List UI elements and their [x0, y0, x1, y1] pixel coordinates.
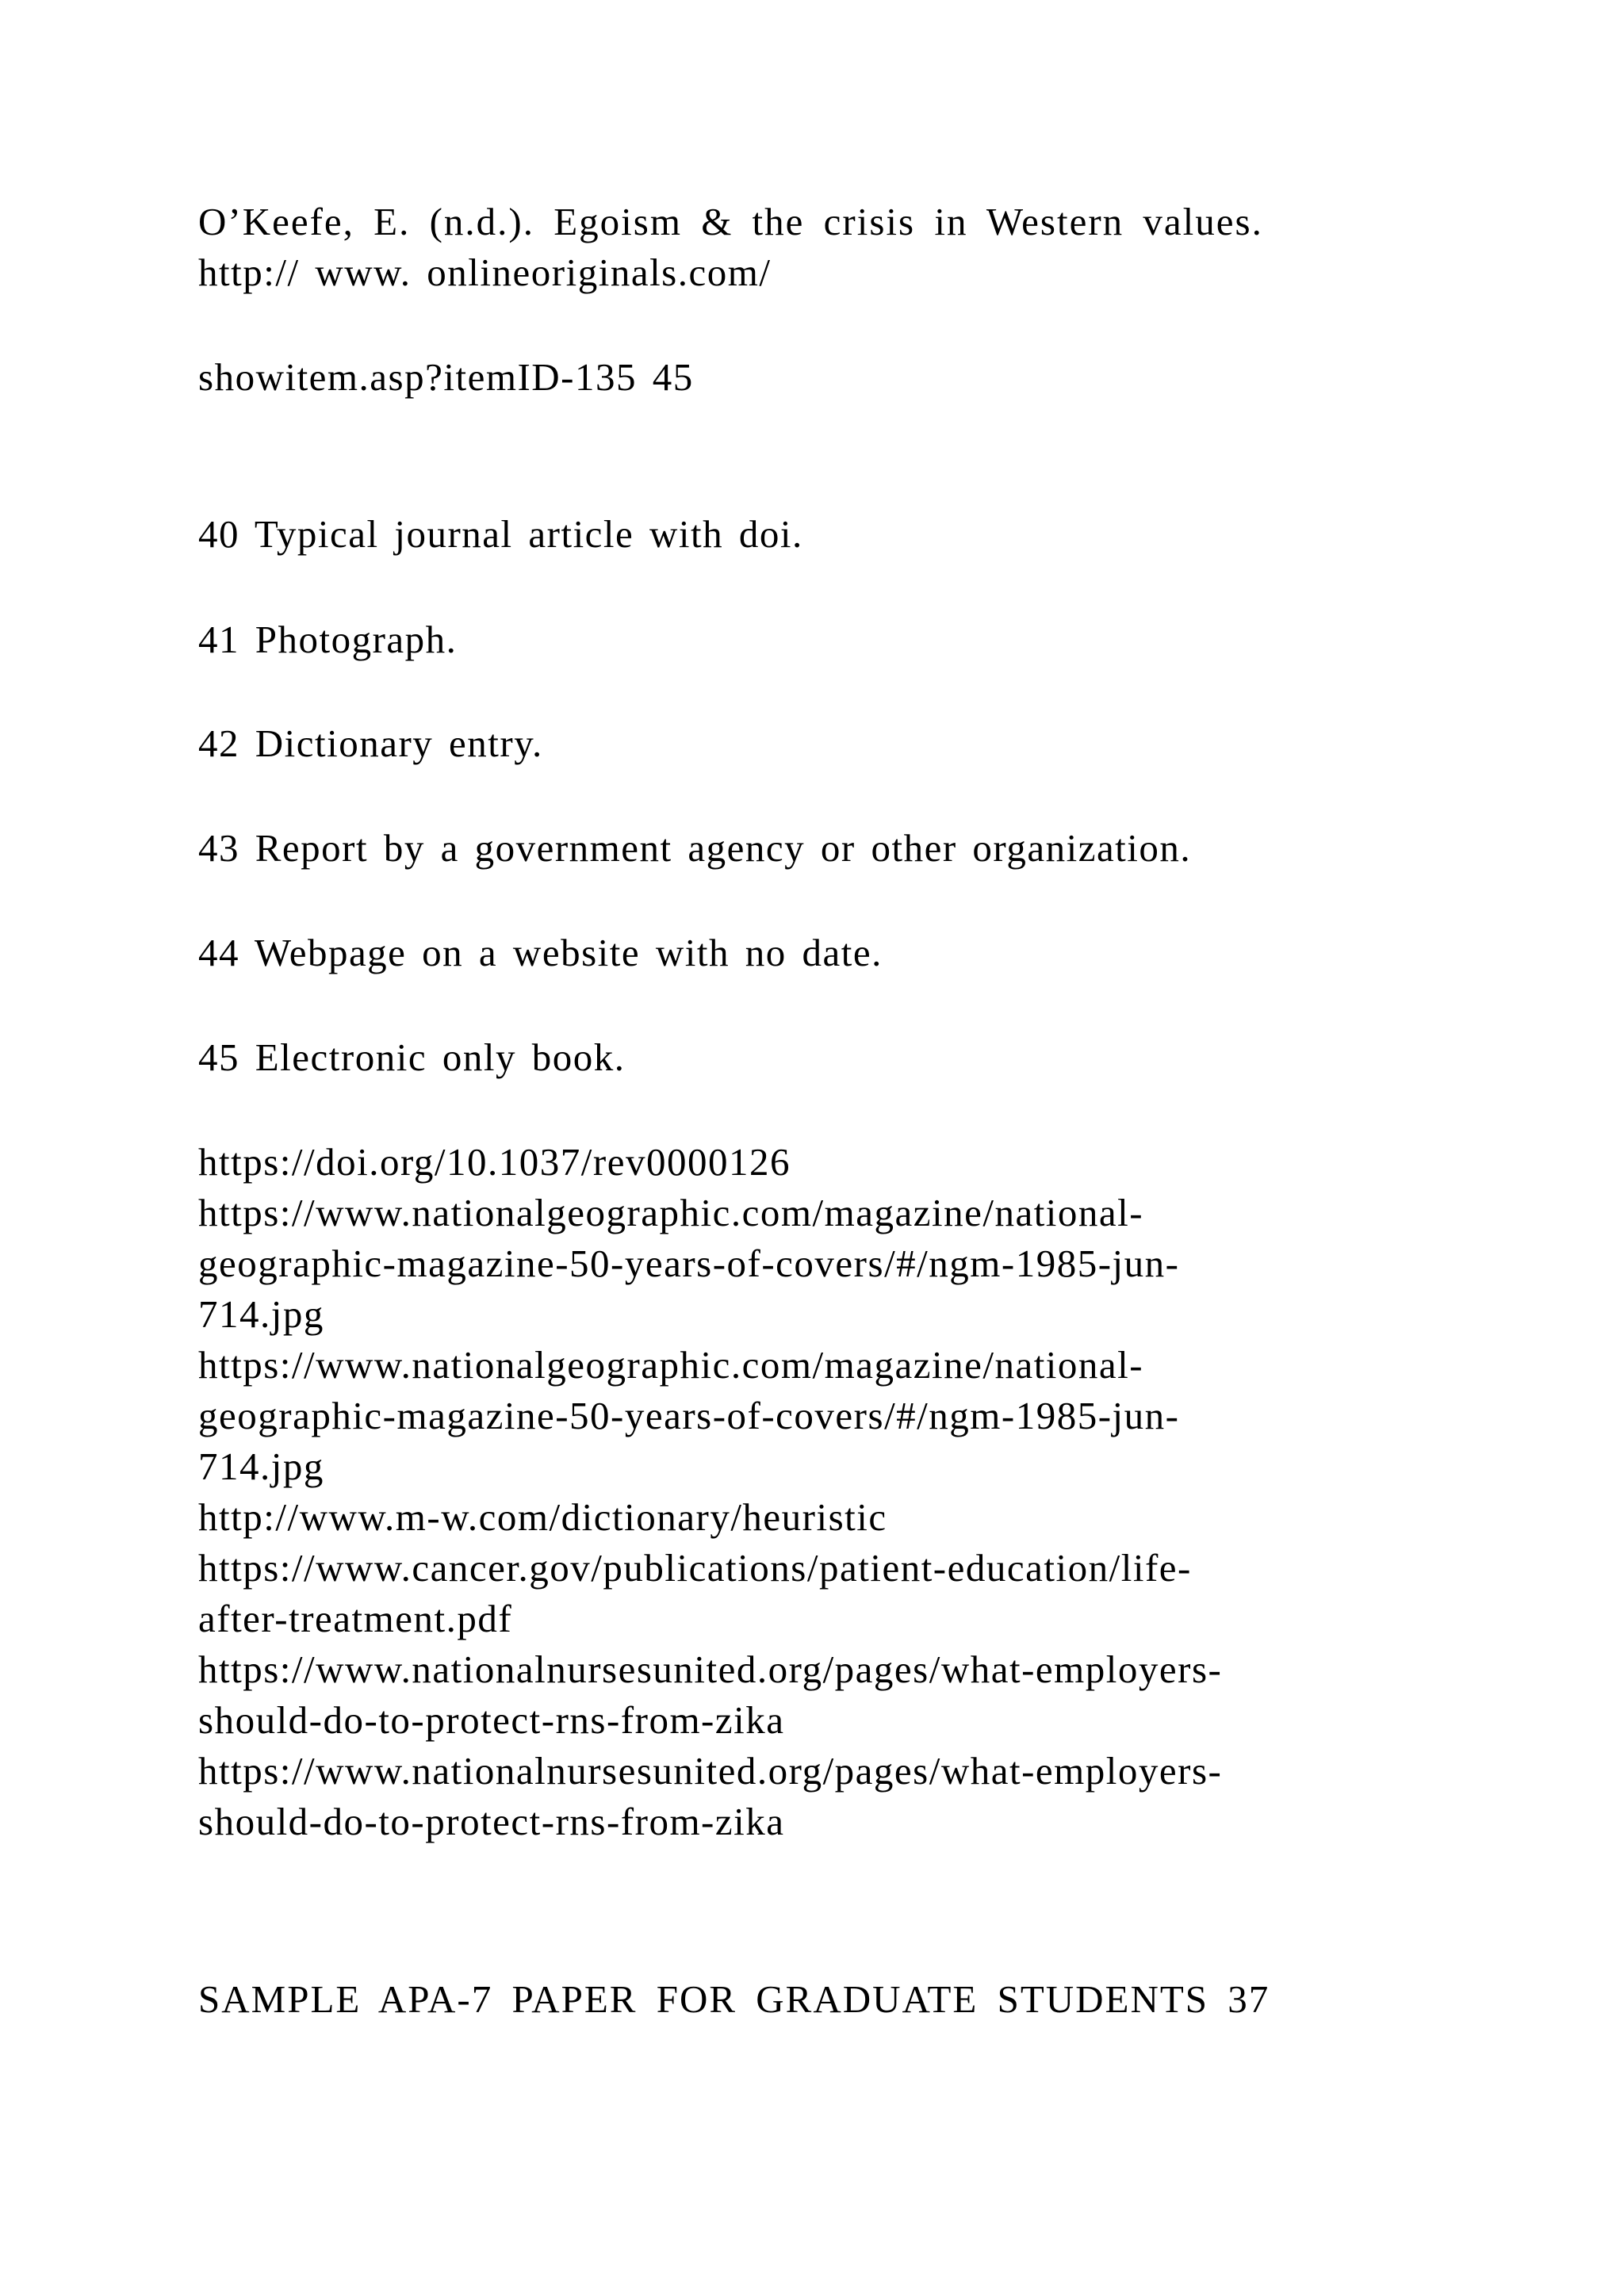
footnote-41: 41 Photograph. [198, 618, 458, 661]
running-head: SAMPLE APA-7 PAPER FOR GRADUATE STUDENTS 37 [198, 1977, 1270, 2021]
url-line: should-do-to-protect-rns-from-zika [198, 1698, 785, 1742]
footnote-43: 43 Report by a government agency or other organization. [198, 826, 1192, 870]
url-line: 714.jpg [198, 1445, 324, 1488]
url-line: geographic-magazine-50-years-of-covers/#/ngm-1985-jun- [198, 1394, 1180, 1437]
url-line: https://www.nationalgeographic.com/magazine/national- [198, 1191, 1144, 1234]
url-line: should-do-to-protect-rns-from-zika [198, 1800, 785, 1843]
url-line: http://www.m-w.com/dictionary/heuristic [198, 1495, 887, 1539]
url-line: https://doi.org/10.1037/rev0000126 [198, 1140, 791, 1184]
url-line: https://www.nationalnursesunited.org/pages/what-employers- [198, 1647, 1223, 1691]
url-line: https://www.nationalnursesunited.org/pages/what-employers- [198, 1749, 1223, 1793]
reference-line-3: showitem.asp?itemID-135 45 [198, 355, 694, 399]
footnote-45: 45 Electronic only book. [198, 1035, 626, 1079]
reference-line-2: http:// www. onlineoriginals.com/ [198, 251, 772, 294]
url-line: geographic-magazine-50-years-of-covers/#/ngm-1985-jun- [198, 1242, 1180, 1285]
url-line: https://www.nationalgeographic.com/magazine/national- [198, 1343, 1144, 1387]
url-line: 714.jpg [198, 1292, 324, 1336]
footnote-44: 44 Webpage on a website with no date. [198, 931, 883, 974]
url-line: https://www.cancer.gov/publications/patient-education/life- [198, 1546, 1192, 1590]
footnote-40: 40 Typical journal article with doi. [198, 512, 803, 556]
footnote-42: 42 Dictionary entry. [198, 721, 543, 765]
url-line: after-treatment.pdf [198, 1597, 513, 1640]
reference-line-1: O’Keefe, E. (n.d.). Egoism & the crisis in Western values. [198, 200, 1263, 243]
